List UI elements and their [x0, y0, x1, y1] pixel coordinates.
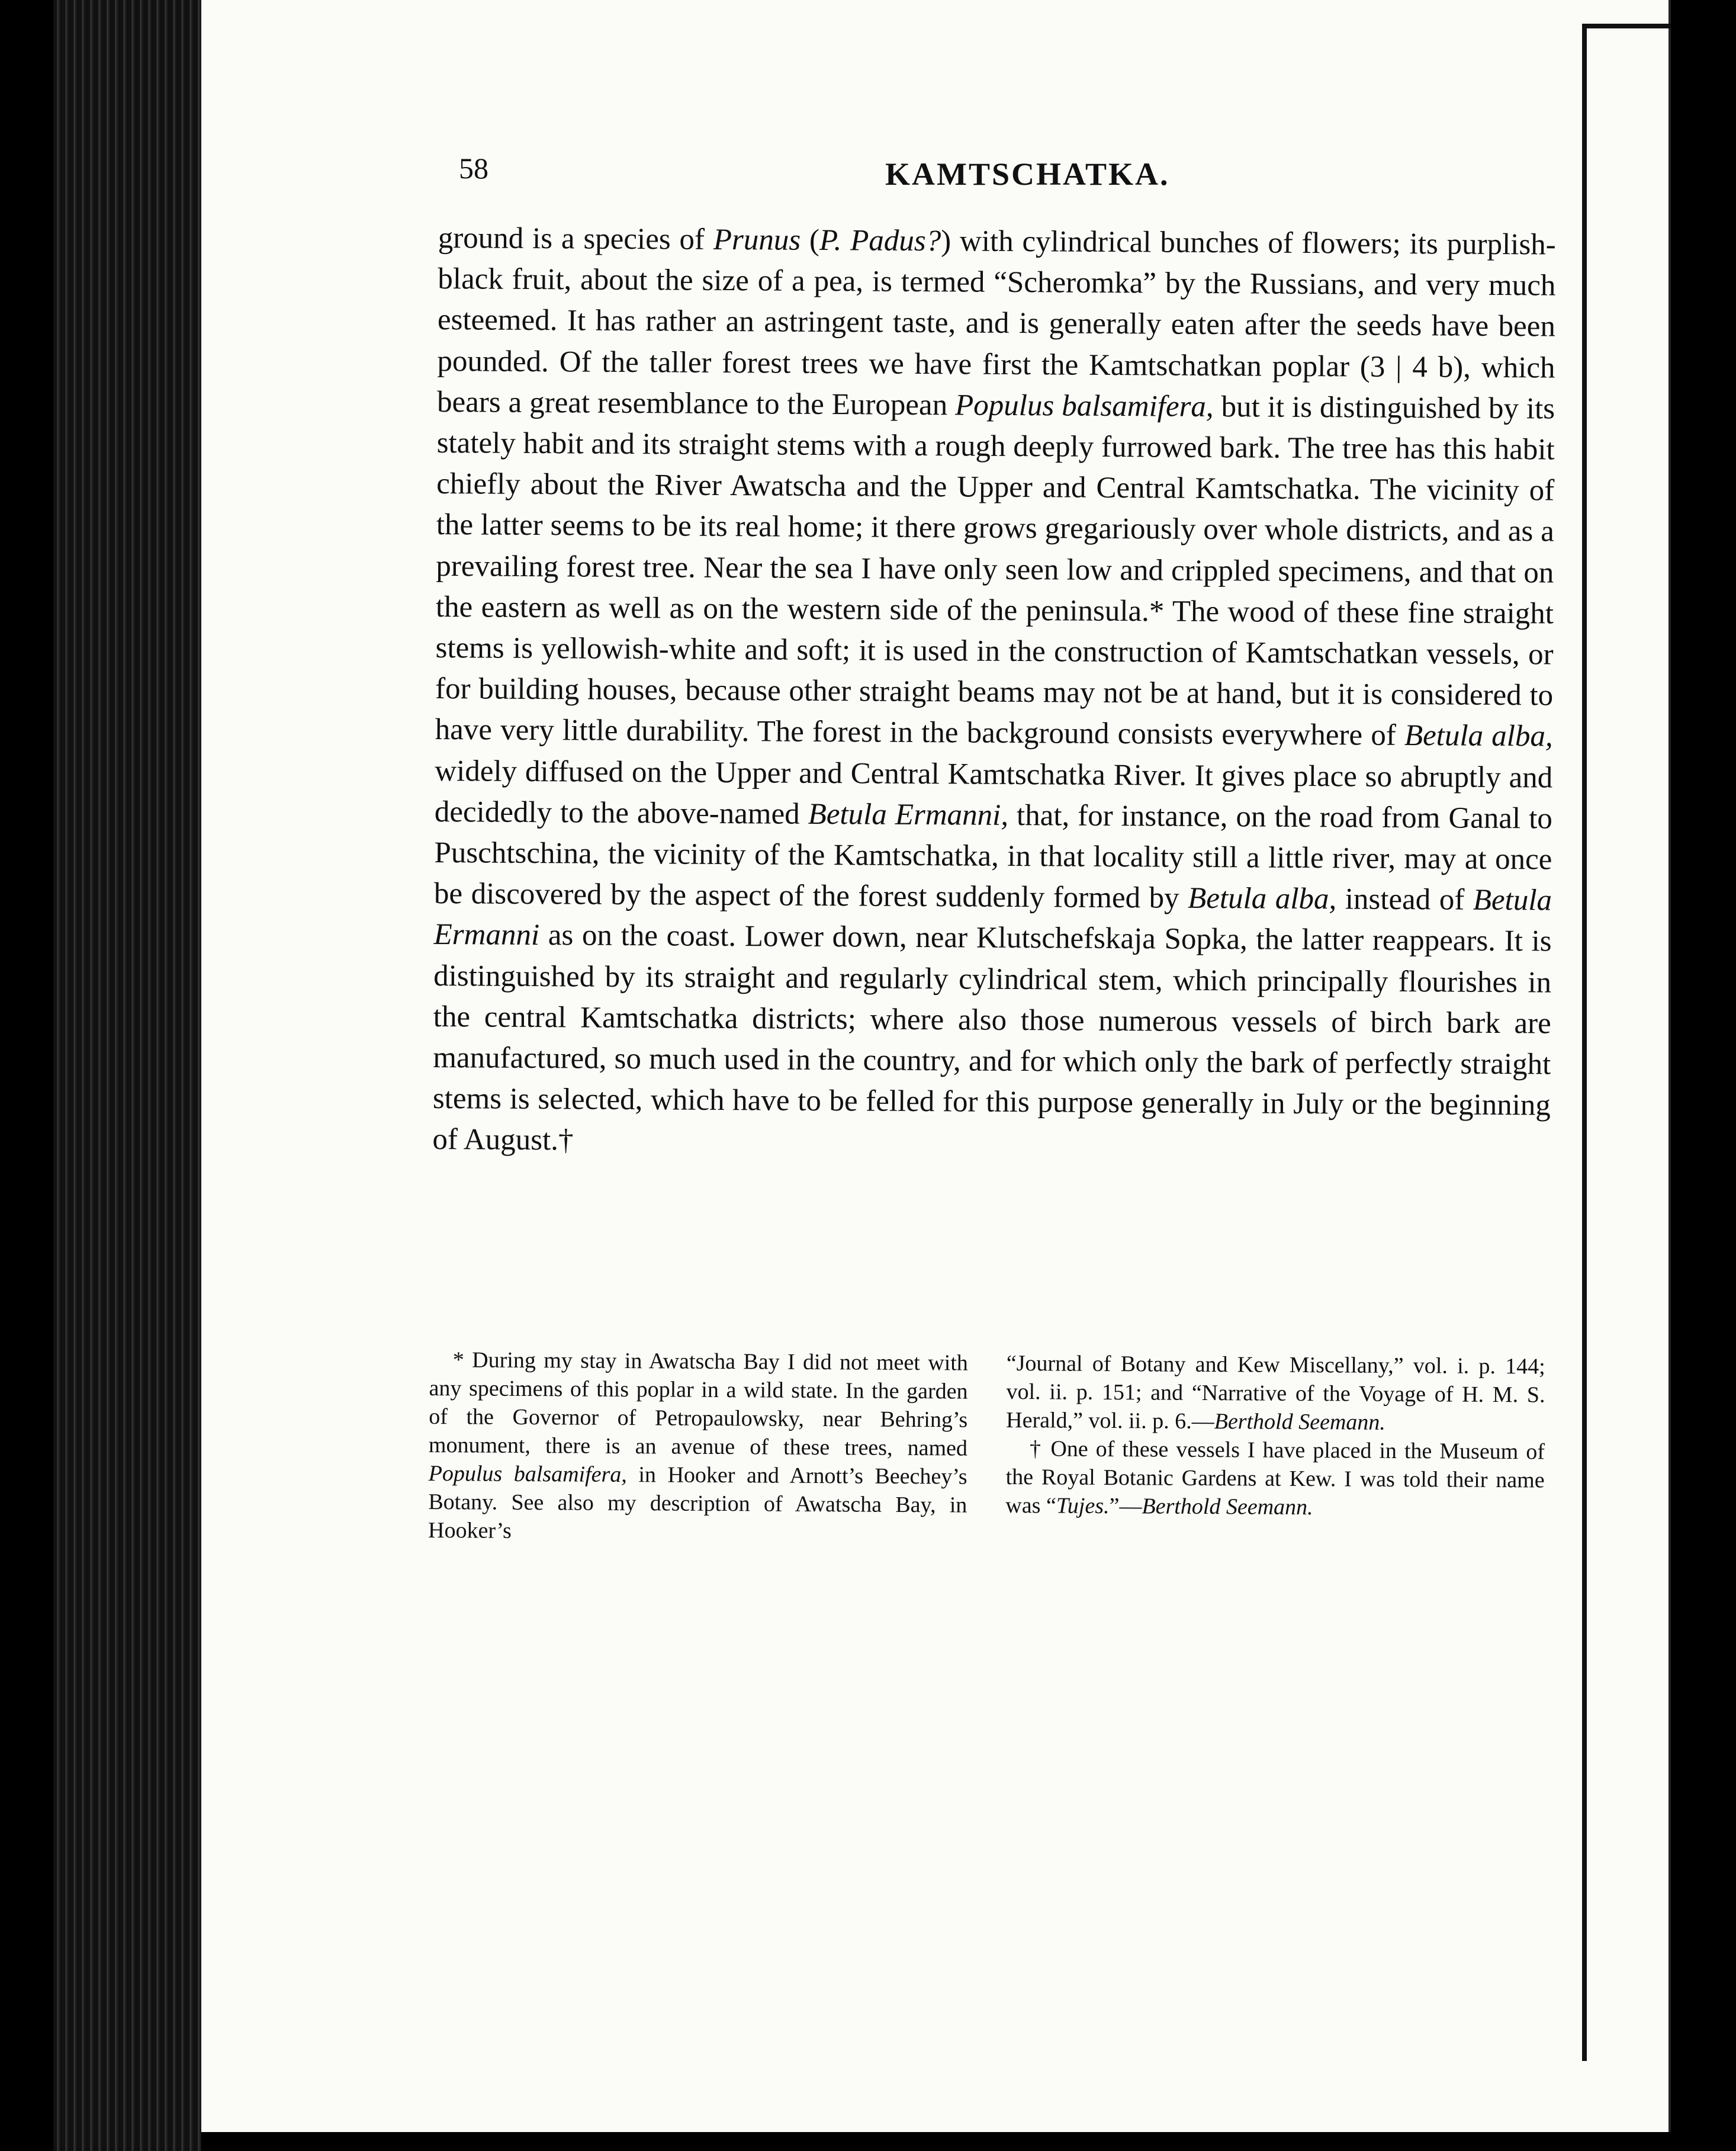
- text-run: in Hooker and Arnott’s Beechey’s Botany. See also my description of Awatscha Bay, in Hooker’s: [427, 1462, 967, 1543]
- italic-run: Betula alba,: [1187, 882, 1337, 916]
- text-run: ) with cylindrical bunches of flowers; its purplish-black fruit, about the size of a pea, is termed “Scheromka” by the Russians, and very much esteemed. It has rather an astringent taste, and is generally eaten after the seeds have been pounded. Of the taller forest trees we have first the Kamtschatkan poplar (3 | 4 b), which bears a great resemblance to the European: [436, 224, 1556, 422]
- text-run: instead of: [1336, 882, 1474, 917]
- italic-run: Populus balsamifera,: [954, 389, 1214, 423]
- page-header: [459, 151, 1572, 198]
- italic-run: Betula Ermanni: [433, 883, 1552, 952]
- footnote-star-continued: [1006, 1349, 1545, 1438]
- text-run: (: [801, 223, 820, 257]
- text-run: but it is distinguished by its stately habit and its straight stems with a rough deeply furrowed bark. The tree has this habit chiefly about the River Awatscha and the Upper and Central Kamtschatka. The vicinity of the latter seems to be its real home; it there grows gregariously over whole districts, and as a prevailing forest tree. Near the sea I have only seen low and crippled specimens, and that on the eastern as well as on the western side of the peninsula.* The wood of these fine straight stems is yellowish-white and soft; it is used in the construction of Kamtschatkan vessels, or for building houses, because other straight beams may not be at hand, but it is considered to have very little durability. The forest in the background consists everywhere of: [435, 390, 1555, 753]
- italic-run: Tujes.: [1056, 1493, 1110, 1519]
- page-frame-rule: [1582, 24, 1587, 2061]
- running-title: KAMTSCHATKA.: [885, 156, 1170, 192]
- italic-run: Populus balsamifera,: [428, 1460, 627, 1488]
- text-run: † One of these vessels I have placed in the Museum of the Royal Botanic Gardens at Kew. I was told their name was “: [1005, 1436, 1545, 1518]
- main-text: [432, 218, 1556, 1167]
- text-run: ground is a species of: [438, 221, 714, 256]
- footnote-signature: Berthold Seemann.: [1142, 1494, 1313, 1520]
- scan-background-right: [1671, 0, 1736, 2151]
- page-frame-top: [1582, 24, 1671, 28]
- scan-background-bottom: [201, 2132, 1671, 2151]
- page-number: 58: [459, 152, 488, 185]
- footnote-column-right: [1005, 1349, 1545, 1523]
- body-paragraph: [432, 218, 1556, 1167]
- italic-run: Prunus: [713, 223, 801, 257]
- text-run: * During my stay in Awatscha Bay I did not meet with any specimens of this poplar in a wild state. In the garden of the Governor of Petropaulowsky, near Behring’s monument, there is an avenue of these trees, named: [428, 1347, 968, 1461]
- text-run: ”—: [1109, 1494, 1142, 1519]
- footnote-star: [428, 1346, 968, 1548]
- footnote-column-left: [428, 1346, 968, 1548]
- text-run: as on the coast. Lower down, near Klutschefskaja Sopka, the latter reappears. It is distinguished by its straight and regularly cylindrical stem, which principally flourishes in the central Kamtschatka districts; where also those numerous vessels of birch bark are manufactured, so much used in the country, and for which only the bark of perfectly straight stems is selected, which have to be felled for this purpose generally in July or the beginning of August.†: [432, 919, 1552, 1157]
- italic-run: Betula Ermanni,: [808, 797, 1009, 832]
- footnote-signature: Berthold Seemann.: [1214, 1409, 1385, 1435]
- text-run: “Journal of Botany and Kew Miscellany,” vol. i. p. 144; vol. ii. p. 151; and “Narrative of the Voyage of H. M. S. Herald,” vol. ii. p. 6.—: [1006, 1350, 1545, 1434]
- text-run: widely diffused on the Upper and Central Kamtschatka River. It gives place so abruptly and decidedly to the above-named: [434, 754, 1553, 831]
- footnotes: [428, 1346, 1554, 1578]
- italic-run: Betula alba,: [1404, 719, 1553, 753]
- book-page-edges: [53, 0, 201, 2151]
- footnote-dagger: [1005, 1434, 1545, 1523]
- text-run: that, for instance, on the road from Ganal to Puschtschina, the vicinity of the Kamtschatka, in that locality still a little river, may at once be discovered by the aspect of the forest suddenly formed by: [433, 798, 1553, 916]
- italic-run: P. Padus?: [819, 223, 941, 258]
